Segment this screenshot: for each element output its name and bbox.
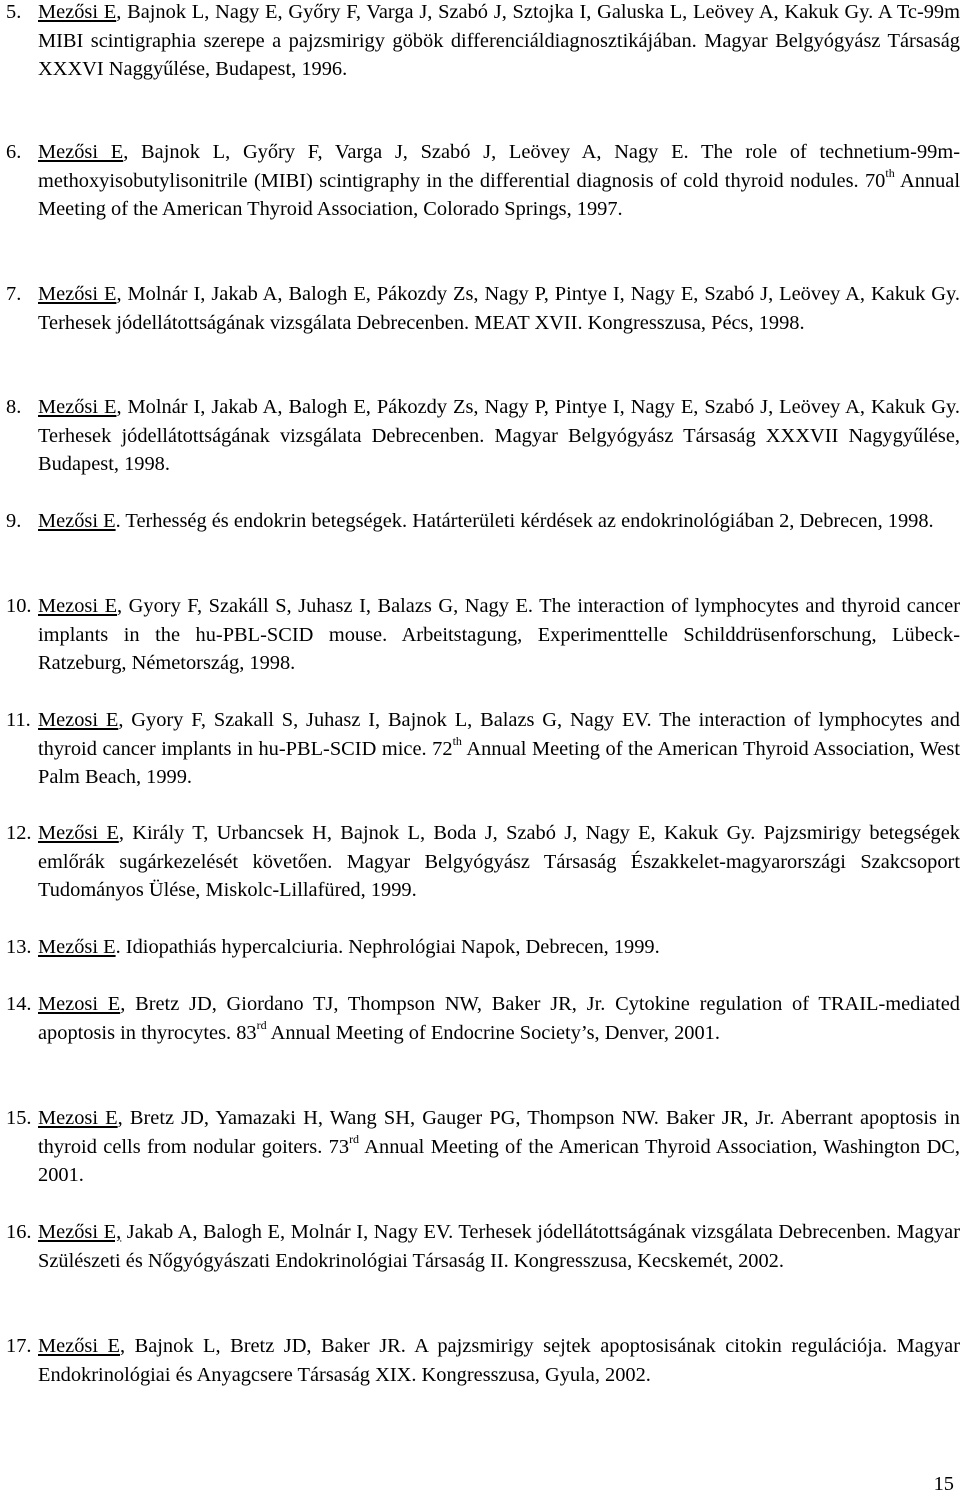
reference-author: Mezősi E — [38, 936, 116, 958]
reference-text: Mezősi E, Jakab A, Balogh E, Molnár I, Nagy EV. Terhesek jódellátottságának vizsgálata Debrecenben. Magyar Szülészeti és Nőgyógyászati Endokrinológiai Társaság II. Kongresszusa, Kecskemét, 2002. — [38, 1221, 960, 1272]
reference-number: 10. — [6, 595, 32, 617]
reference-item — [6, 393, 960, 479]
reference-author: Mezősi E, — [38, 1221, 122, 1243]
reference-number: 17. — [6, 1335, 32, 1357]
reference-author: Mezősi E — [38, 510, 116, 532]
reference-author: Mezősi E — [38, 283, 117, 305]
reference-number: 8. — [6, 396, 22, 418]
reference-item — [6, 1218, 960, 1275]
reference-item — [6, 138, 960, 224]
reference-text: Mezosi E, Gyory F, Szakáll S, Juhasz I, Balazs G, Nagy E. The interaction of lymphocytes and thyroid cancer implants in the hu-PBL-SCID mouse. Arbeitstagung, Experimenttelle Schilddrüsenforschung, Lübeck-Ratzeburg, Németország, 1998. — [38, 595, 960, 674]
reference-item — [6, 280, 960, 337]
reference-author: Mezosi E — [38, 1107, 118, 1129]
reference-text: Mezősi E. Terhesség és endokrin betegségek. Határterületi kérdések az endokrinológiában 2, Debrecen, 1998. — [38, 510, 934, 532]
reference-author: Mezősi E — [38, 396, 117, 418]
reference-author: Mezősi E — [38, 822, 119, 844]
reference-number: 16. — [6, 1221, 32, 1243]
reference-item — [6, 0, 960, 84]
reference-author: Mezősi E — [38, 1335, 120, 1357]
reference-number: 7. — [6, 283, 22, 305]
reference-text: Mezosi E, Gyory F, Szakall S, Juhasz I, Bajnok L, Balazs G, Nagy EV. The interaction of lymphocytes and thyroid cancer implants in hu-PBL-SCID mice. 72th Annual Meeting of the American Thyroid Association, West Palm Beach, 1999. — [38, 709, 960, 788]
reference-author: Mezosi E — [38, 595, 118, 617]
reference-text: Mezősi E, Király T, Urbancsek H, Bajnok L, Boda J, Szabó J, Nagy E, Kakuk Gy. Pajzsmirigy betegségek emlőrák sugárkezelését követően. Magyar Belgyógyász Társaság Északkelet-magyarországi Szakcsoport Tudományos Ülése, Miskolc-Lillafüred, 1999. — [38, 822, 960, 901]
reference-number: 15. — [6, 1107, 32, 1129]
reference-text: Mezősi E, Bajnok L, Győry F, Varga J, Szabó J, Leövey A, Nagy E. The role of technetium-99m-methoxyisobutylisonitrile (MIBI) scintigraphy in the differential diagnosis of cold thyroid nodules. 70th Annual Meeting of the American Thyroid Association, Colorado Springs, 1997. — [38, 141, 960, 220]
reference-item — [6, 819, 960, 905]
reference-author: Mezosi E — [38, 993, 121, 1015]
reference-item — [6, 706, 960, 792]
reference-text: Mezosi E, Bretz JD, Giordano TJ, Thompson NW, Baker JR, Jr. Cytokine regulation of TRAIL-mediated apoptosis in thyrocytes. 83rd Annual Meeting of Endocrine Society’s, Denver, 2001. — [38, 993, 960, 1044]
reference-item — [6, 1104, 960, 1190]
reference-author: Mezősi E — [38, 141, 124, 163]
reference-text: Mezősi E, Bajnok L, Bretz JD, Baker JR. A pajzsmirigy sejtek apoptosisának citokin regulációja. Magyar Endokrinológiai és Anyagcsere Társaság XIX. Kongresszusa, Gyula, 2002. — [38, 1335, 960, 1386]
reference-number: 12. — [6, 822, 32, 844]
reference-text: Mezősi E, Molnár I, Jakab A, Balogh E, Pákozdy Zs, Nagy P, Pintye I, Nagy E, Szabó J, Leövey A, Kakuk Gy. Terhesek jódellátottságának vizsgálata Debrecenben. Magyar Belgyógyász Társaság XXXVII Nagygyűlése, Budapest, 1998. — [38, 396, 960, 475]
reference-number: 11. — [6, 709, 31, 731]
reference-number: 5. — [6, 1, 22, 23]
reference-item — [6, 1332, 960, 1389]
reference-author: Mezosi E — [38, 709, 119, 731]
reference-text: Mezősi E. Idiopathiás hypercalciuria. Nephrológiai Napok, Debrecen, 1999. — [38, 936, 660, 958]
reference-item — [6, 990, 960, 1047]
reference-number: 6. — [6, 141, 22, 163]
reference-text: Mezősi E, Bajnok L, Nagy E, Győry F, Varga J, Szabó J, Sztojka I, Galuska L, Leövey A, Kakuk Gy. A Tc-99m MIBI scintigraphia szerepe a pajzsmirigy göbök differenciáldiagnosztikájában. Magyar Belgyógyász Társaság XXXVI Naggyűlése, Budapest, 1996. — [38, 1, 960, 80]
reference-text: Mezősi E, Molnár I, Jakab A, Balogh E, Pákozdy Zs, Nagy P, Pintye I, Nagy E, Szabó J, Leövey A, Kakuk Gy. Terhesek jódellátottságának vizsgálata Debrecenben. MEAT XVII. Kongresszusa, Pécs, 1998. — [38, 283, 960, 334]
reference-number: 14. — [6, 993, 32, 1015]
reference-number: 9. — [6, 510, 22, 532]
page-number: 15 — [933, 1473, 954, 1495]
reference-item — [6, 933, 960, 962]
reference-text: Mezosi E, Bretz JD, Yamazaki H, Wang SH, Gauger PG, Thompson NW. Baker JR, Jr. Aberrant apoptosis in thyroid cells from nodular goiters. 73rd Annual Meeting of the American Thyroid Association, Washington DC, 2001. — [38, 1107, 960, 1186]
reference-item — [6, 507, 960, 536]
reference-number: 13. — [6, 936, 32, 958]
reference-author: Mezősi E — [38, 1, 117, 23]
reference-item — [6, 592, 960, 678]
